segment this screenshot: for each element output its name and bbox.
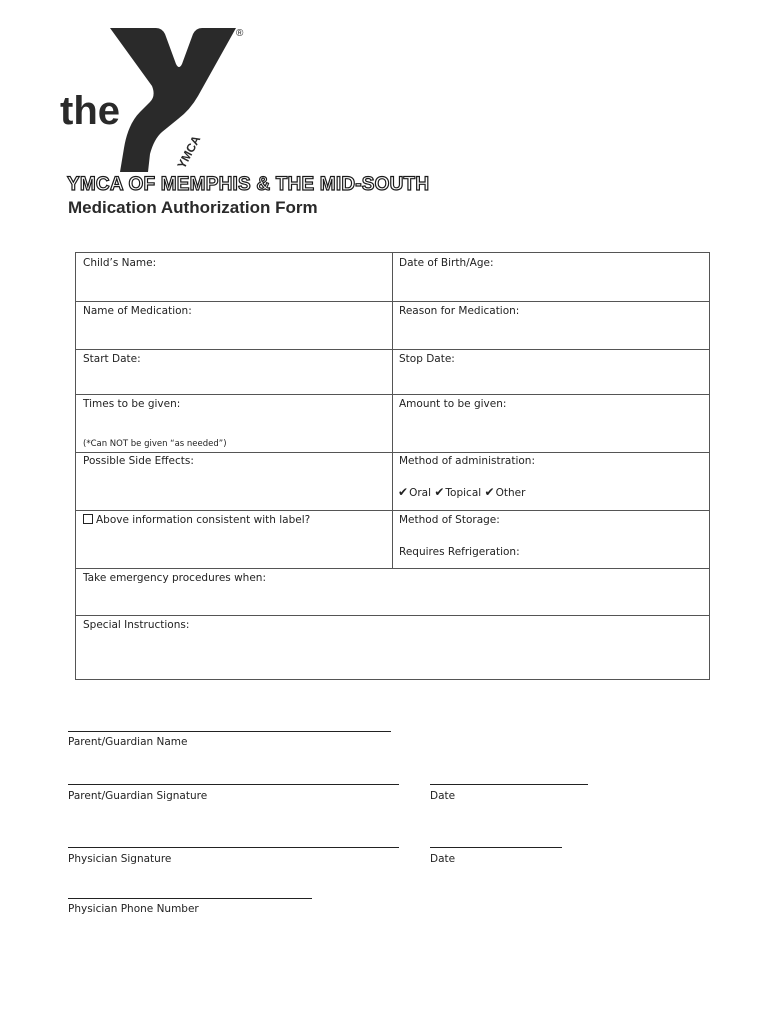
form-title: Medication Authorization Form (68, 198, 318, 217)
row-divider (76, 568, 709, 569)
start-date-field[interactable]: Start Date: (83, 353, 141, 365)
checkmark-icon: ✔ (398, 485, 409, 499)
physician-phone-line[interactable] (68, 898, 312, 899)
checkmark-icon: ✔ (434, 485, 445, 499)
oral-option[interactable] (398, 487, 431, 499)
parent-name-line[interactable] (68, 731, 391, 732)
method-of-storage-field[interactable]: Method of Storage: (399, 514, 500, 526)
physician-signature-line[interactable] (68, 847, 399, 848)
ymca-logo (58, 24, 258, 179)
topical-option[interactable] (434, 487, 481, 499)
administration-options (398, 485, 525, 499)
organization-name: YMCA OF MEMPHIS & THE MID-SOUTH (67, 174, 430, 195)
date-label-1: Date (430, 790, 456, 802)
other-option[interactable] (485, 487, 526, 499)
side-effects-field[interactable]: Possible Side Effects: (83, 455, 194, 467)
parent-signature-line[interactable] (68, 784, 399, 785)
date-line-1[interactable] (430, 784, 588, 785)
date-of-birth-field[interactable]: Date of Birth/Age: (399, 257, 494, 269)
method-of-administration-label: Method of administration: (399, 455, 535, 467)
logo-ymca-text: YMCA (174, 133, 204, 171)
stop-date-field[interactable]: Stop Date: (399, 353, 455, 365)
physician-phone-label: Physician Phone Number (68, 903, 199, 915)
row-divider (76, 615, 709, 616)
registered-mark: ® (236, 28, 244, 39)
as-needed-note: (*Can NOT be given “as needed”) (83, 439, 227, 449)
column-divider (392, 253, 393, 568)
logo-the-text: the (60, 89, 120, 133)
physician-signature-label: Physician Signature (68, 853, 172, 865)
times-to-be-given-field[interactable]: Times to be given: (83, 398, 181, 410)
other-label: Other (495, 487, 526, 499)
emergency-procedures-field[interactable]: Take emergency procedures when: (83, 572, 266, 584)
medication-form-table (75, 252, 710, 680)
logo-y-mark (110, 28, 236, 172)
reason-for-medication-field[interactable]: Reason for Medication: (399, 305, 520, 317)
consistent-with-label-text: Above information consistent with label? (96, 514, 311, 526)
special-instructions-field[interactable]: Special Instructions: (83, 619, 190, 631)
date-label-2: Date (430, 853, 456, 865)
parent-name-label: Parent/Guardian Name (68, 736, 188, 748)
parent-signature-label: Parent/Guardian Signature (68, 790, 208, 802)
requires-refrigeration-field[interactable]: Requires Refrigeration: (399, 546, 520, 558)
checkmark-icon: ✔ (484, 485, 495, 499)
checkbox-icon[interactable] (83, 514, 93, 524)
oral-label: Oral (409, 487, 431, 499)
medication-name-field[interactable]: Name of Medication: (83, 305, 192, 317)
topical-label: Topical (445, 487, 482, 499)
date-line-2[interactable] (430, 847, 562, 848)
consistent-with-label-field[interactable] (83, 514, 310, 526)
amount-to-be-given-field[interactable]: Amount to be given: (399, 398, 507, 410)
childs-name-field[interactable]: Child’s Name: (83, 257, 157, 269)
